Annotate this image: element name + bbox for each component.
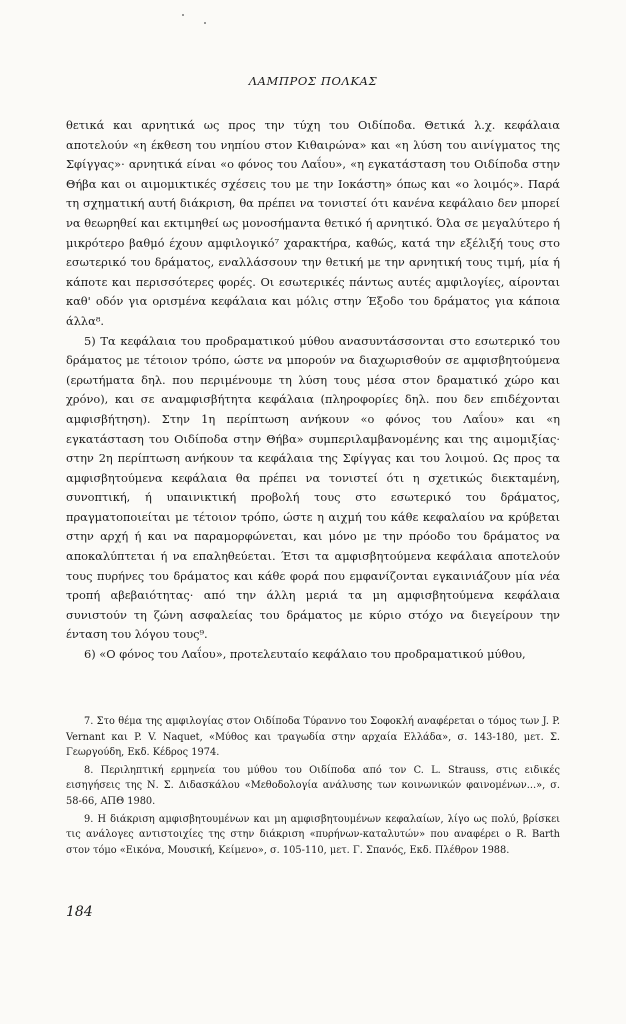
footnotes xyxy=(66,714,560,860)
footnote-8: 8. Περιληπτική ερμηνεία του μύθου του Οιδίποδα από τον C. L. Strauss, στις ειδικές εισηγήσεις της Ν. Σ. Διδασκάλου «Μεθοδολογία ανάλυσης των κοινωνικών φαινομένων...», σ. 58-66, ΑΠΘ 1980. xyxy=(66,764,560,807)
paragraph-continued: θετικά και αρνητικά ως προς την τύχη του Οιδίποδα. Θετικά λ.χ. κεφάλαια αποτελούν «η έκθεση του νηπίου στον Κιθαιρώνα» και «η λύση του αινίγματος της Σφίγγας»· αρνητικά είναι «ο φόνος του Λαΐου», «η εγκατάσταση του Οιδίποδα στην Θήβα και οι αιμομικτικές σχέσεις του με την Ιοκάστη» όπως και «ο λοιμός». Παρά τη σχηματική αυτή διάκριση, θα πρέπει να τονιστεί ότι κανένα κεφάλαιο δεν μπορεί να θεωρηθεί και εκτιμηθεί ως μονοσήμαντα θετικό ή αρνητικό. Όλα σε μεγαλύτερο ή μικρότερο βαθμό έχουν αμφιλογικό⁷ χαρακτήρα, καθώς, κατά την εξέλιξή τους στο εσωτερικό του δράματος, εναλλάσσουν την θετική με την αρνητική τους τιμή, μία ή κάποτε και περισσότερες φορές. Οι εσωτερικές πάντως αυτές αμφιλογίες, αίρονται καθ' οδόν για ορισμένα κεφάλαια και μόλις στην Έξοδο του δράματος για κάποια άλλα⁸. xyxy=(66,118,560,328)
paragraph-5: 5) Τα κεφάλαια του προδραματικού μύθου ανασυντάσσονται στο εσωτερικό του δράματος με τέτοιον τρόπο, ώστε να μπορούν να διαχωρισθούν σε αμφισβητούμενα (ερωτήματα δηλ. που περιμένουμε τη λύση τους μέσα στον δραματικό χώρο και χρόνο), και σε αναμφισβήτητα κεφάλαια (πληροφορίες δηλ. που δεν επιδέχονται αμφισβήτηση). Στην 1η περίπτωση ανήκουν «ο φόνος του Λαΐου» και «η εγκατάσταση του Οιδίποδα στην Θήβα» συμπεριλαμβανομένης και της αιμομιξίας· στην 2η περίπτωση ανήκουν τα κεφάλαια της Σφίγγας και του λοιμού. Ως προς τα αμφισβητούμενα κεφάλαια θα πρέπει να τονιστεί ότι η σχετικώς διεκταμένη, συνοπτική, ή υπαινικτική προβολή τους στο εσωτερικό του δράματος, πραγματοποιείται με τέτοιον τρόπο, ώστε η αιχμή του κάθε κεφαλαίου να κρύβεται στην αρχή ή και να παραμορφώνεται, και μόνο με την πρόοδο του δράματος να αποκαλύπτεται ή να επαληθεύεται. Έτσι τα αμφισβητούμενα κεφάλαια αποτελούν τους πυρήνες του δράματος και κάθε φορά που εμφανίζονται εγκαινιάζουν μία νέα τροπή αβεβαιότητας· από την άλλη μεριά τα μη αμφισβητούμενα κεφάλαια συνιστούν τη ζώνη ασφαλείας του δράματος με κύριο στόχο να διεγείρουν την ένταση του λόγου τους⁹. xyxy=(66,333,560,642)
main-text xyxy=(66,116,560,665)
footnote-9: 9. Η διάκριση αμφισβητουμένων και μη αμφισβητουμένων κεφαλαίων, λίγο ως πολύ, βρίσκει τις ανάλογες αντιστοιχίες της στην διάκριση «πυρήνων-καταλυτών» που αναφέρει ο R. Barth στον τόμο «Εικόνα, Μουσική, Κείμενο», σ. 105-110, μετ. Γ. Σπανός, Εκδ. Πλέθρον 1988. xyxy=(66,813,560,856)
page-number: 184 xyxy=(66,904,93,920)
paragraph-6: 6) «Ο φόνος του Λαΐου», προτελευταίο κεφάλαιο του προδραματικού μύθου, xyxy=(84,647,526,662)
footnote-7: 7. Στο θέμα της αμφιλογίας στον Οιδίποδα Τύραννο του Σοφοκλή αναφέρεται ο τόμος των J. P. Vernant και P. V. Naquet, «Μύθος και τραγωδία στην αρχαία Ελλάδα», σ. 143-180, μετ. Σ. Γεωργούδη, Εκδ. Κέδρος 1974. xyxy=(66,716,560,759)
running-title: ΛΑΜΠΡΟΣ ΠΟΛΚΑΣ xyxy=(248,74,378,88)
